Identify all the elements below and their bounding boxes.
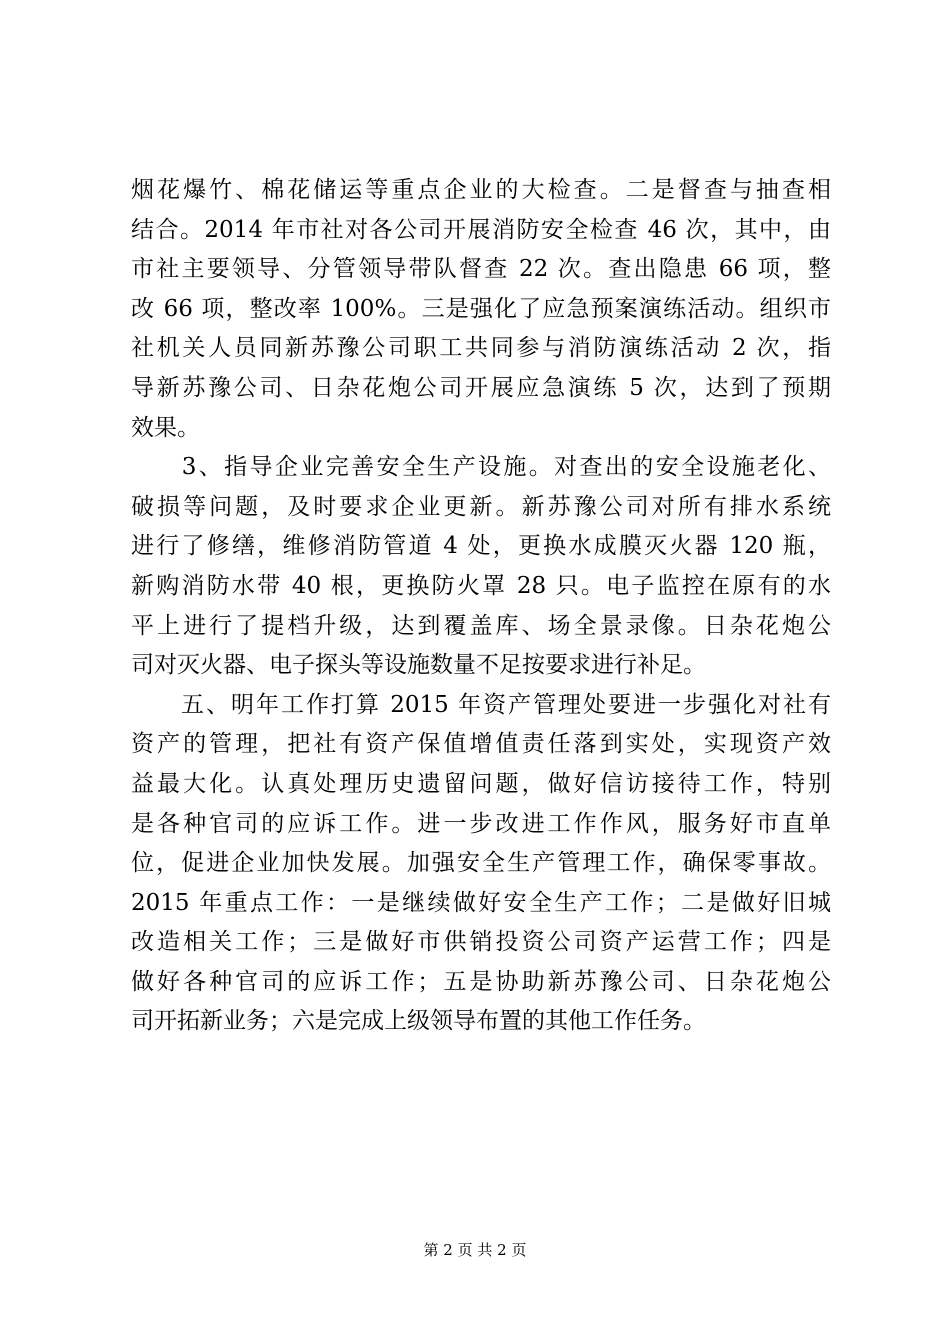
page-number-footer: 第 2 页 共 2 页 [423, 1241, 527, 1259]
text-line: 五、明年工作打算 2015 年资产管理处要进一步强化对社有 [131, 691, 831, 718]
text-line: 资产的管理，把社有资产保值增值责任落到实处，实现资产效 [131, 731, 831, 758]
text-line: 司开拓新业务；六是完成上级领导布置的其他工作任务。 [131, 1008, 706, 1035]
text-line: 烟花爆竹、棉花储运等重点企业的大检查。二是督查与抽查相 [131, 177, 831, 203]
text-line: 导新苏豫公司、日杂花炮公司开展应急演练 5 次，达到了预期 [131, 374, 831, 401]
text-line: 2015 年重点工作：一是继续做好安全生产工作；二是做好旧城 [131, 889, 831, 916]
text-line: 结合。2014 年市社对各公司开展消防安全检查 46 次，其中，由 [131, 216, 831, 243]
text-line: 是各种官司的应诉工作。进一步改进工作作风，服务好市直单 [131, 810, 831, 837]
text-line: 改造相关工作；三是做好市供销投资公司资产运营工作；四是 [131, 929, 831, 956]
text-line: 破损等问题，及时要求企业更新。新苏豫公司对所有排水系统 [131, 493, 831, 520]
text-line: 益最大化。认真处理历史遗留问题，做好信访接待工作，特别 [131, 770, 831, 797]
text-line: 新购消防水带 40 根，更换防火罩 28 只。电子监控在原有的水 [131, 572, 831, 599]
document-body [131, 171, 831, 1042]
text-line: 3、指导企业完善安全生产设施。对查出的安全设施老化、 [131, 454, 831, 481]
text-line: 位，促进企业加快发展。加强安全生产管理工作，确保零事故。 [131, 850, 831, 877]
text-line: 司对灭火器、电子探头等设施数量不足按要求进行补足。 [131, 652, 706, 679]
text-line: 效果。 [131, 414, 200, 441]
text-line: 社机关人员同新苏豫公司职工共同参与消防演练活动 2 次，指 [131, 335, 831, 362]
text-line: 平上进行了提档升级，达到覆盖库、场全景录像。日杂花炮公 [131, 612, 831, 639]
text-line: 改 66 项，整改率 100%。三是强化了应急预案演练活动。组织市 [131, 295, 831, 322]
text-line: 做好各种官司的应诉工作；五是协助新苏豫公司、日杂花炮公 [131, 968, 831, 995]
text-line: 进行了修缮，维修消防管道 4 处，更换水成膜灭火器 120 瓶， [131, 533, 831, 560]
text-line: 市社主要领导、分管领导带队督查 22 次。查出隐患 66 项，整 [131, 256, 831, 283]
